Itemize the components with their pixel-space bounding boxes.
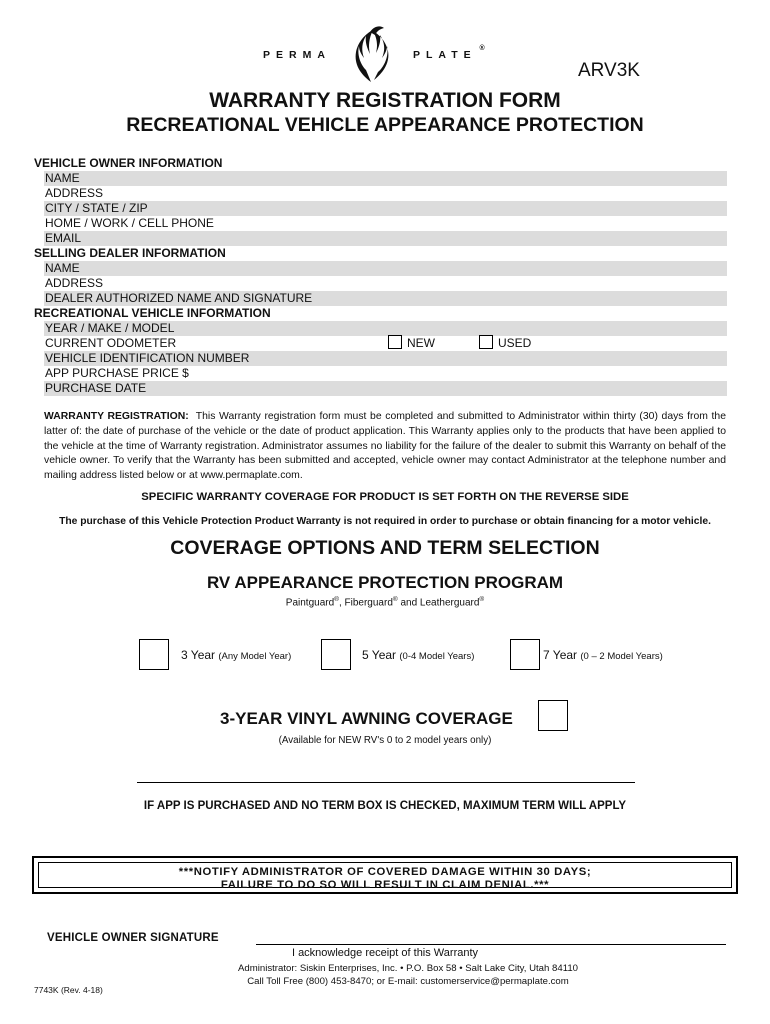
products-and: and: [400, 597, 418, 609]
administrator-address: Administrator: Siskin Enterprises, Inc. • P.O. Box 58 • Salt Lake City, Utah 84110: [238, 963, 578, 974]
logo-registered-mark: ®: [479, 45, 485, 52]
revision-code: 7743K (Rev. 4-18): [34, 985, 103, 995]
term-5-year-detail: (0-4 Model Years): [399, 651, 475, 662]
program-title: RV APPEARANCE PROTECTION PROGRAM: [206, 573, 564, 592]
divider-line: [137, 782, 635, 783]
used-checkbox-label: USED: [498, 336, 532, 350]
new-checkbox[interactable]: [388, 335, 402, 349]
registration-body: This Warranty registration form must be completed and submitted to Administrator within thirty (30) days from the latter of: the date of purchase of the vehicle or the date of product application. This Warranty applies only to the products that have been applied to the vehicle at the time of Warranty registration. Administrator assumes no liability for the failure of the dealer to submit this Warranty on behalf of the vehicle owner. To verify that the Warranty has been submitted and accepted, vehicle owner may contact Administrator at the telephone number and mailing address listed below or at www.permaplate.com.: [44, 411, 726, 482]
used-checkbox[interactable]: [479, 335, 493, 349]
claim-notice-line1: ***NOTIFY ADMINISTRATOR OF COVERED DAMAGE WITHIN 30 DAYS;: [178, 866, 592, 878]
purchase-disclaimer: The purchase of this Vehicle Protection Product Warranty is not required in order to purchase or obtain financing for a motor vehicle.: [59, 516, 711, 527]
vehicle-odometer-field[interactable]: CURRENT ODOMETER: [45, 336, 177, 350]
term-3-year-detail: (Any Model Year): [218, 651, 292, 662]
logo-text-right: [413, 45, 485, 61]
dealer-name-field[interactable]: NAME: [44, 261, 727, 276]
dealer-address-field[interactable]: ADDRESS: [45, 276, 104, 290]
term-7-year-label: [543, 648, 663, 662]
owner-signature-line[interactable]: [256, 944, 726, 945]
term-3-year-text: 3 Year: [181, 648, 216, 662]
owner-phone-field[interactable]: HOME / WORK / CELL PHONE: [45, 216, 214, 230]
claim-notice-text: [39, 866, 731, 891]
form-code: ARV3K: [578, 60, 640, 81]
product-paintguard: Paintguard: [285, 597, 335, 609]
program-products: Paintguard®, Fiberguard® and Leatherguard®: [285, 596, 485, 609]
vehicle-vin-field[interactable]: VEHICLE IDENTIFICATION NUMBER: [44, 351, 727, 366]
product-fiberguard: Fiberguard: [344, 597, 393, 609]
term-7-year-detail: (0 – 2 Model Years): [580, 651, 663, 662]
form-subtitle: RECREATIONAL VEHICLE APPEARANCE PROTECTION: [126, 114, 644, 136]
administrator-info: [0, 962, 770, 988]
administrator-contact: Call Toll Free (800) 453-8470; or E-mail: customerservice@permaplate.com: [247, 976, 569, 987]
acknowledge-text: I acknowledge receipt of this Warranty: [291, 947, 479, 959]
logo-text-right-word: PLATE: [413, 49, 477, 61]
reg-mark: ®: [334, 596, 339, 603]
logo-bird-icon: [340, 24, 402, 84]
awning-checkbox[interactable]: [538, 700, 568, 731]
vehicle-price-field[interactable]: APP PURCHASE PRICE $: [45, 366, 189, 380]
product-leatherguard: Leatherguard: [419, 597, 480, 609]
claim-notice-line2: FAILURE TO DO SO WILL RESULT IN CLAIM DENIAL.***: [220, 878, 550, 891]
term-7-year-text: 7 Year: [543, 648, 578, 662]
term-5-year-checkbox[interactable]: [321, 639, 351, 670]
owner-section-heading: VEHICLE OWNER INFORMATION: [34, 156, 223, 170]
form-title: WARRANTY REGISTRATION FORM: [209, 89, 561, 112]
vehicle-date-field[interactable]: PURCHASE DATE: [44, 381, 727, 396]
reg-mark: ®: [392, 596, 398, 603]
awning-coverage-title: 3-YEAR VINYL AWNING COVERAGE: [220, 709, 513, 728]
max-term-note: IF APP IS PURCHASED AND NO TERM BOX IS CHECKED, MAXIMUM TERM WILL APPLY: [143, 800, 627, 812]
vehicle-ymm-field[interactable]: YEAR / MAKE / MODEL: [44, 321, 727, 336]
awning-note: (Available for NEW RV's 0 to 2 model years only): [278, 735, 492, 746]
term-7-year-checkbox[interactable]: [510, 639, 540, 670]
dealer-section-heading: SELLING DEALER INFORMATION: [34, 246, 226, 260]
claim-notice-box: [32, 856, 738, 894]
registration-paragraph: [44, 410, 726, 484]
owner-name-field[interactable]: NAME: [44, 171, 727, 186]
term-5-year-text: 5 Year: [362, 648, 397, 662]
coverage-title: COVERAGE OPTIONS AND TERM SELECTION: [170, 537, 600, 559]
owner-address-field[interactable]: ADDRESS: [45, 186, 104, 200]
dealer-authorized-field[interactable]: DEALER AUTHORIZED NAME AND SIGNATURE: [44, 291, 727, 306]
new-checkbox-label: NEW: [407, 336, 435, 350]
registration-lead: WARRANTY REGISTRATION:: [44, 411, 189, 422]
owner-email-field[interactable]: EMAIL: [44, 231, 727, 246]
term-3-year-checkbox[interactable]: [139, 639, 169, 670]
owner-signature-label: VEHICLE OWNER SIGNATURE: [47, 932, 219, 944]
term-5-year-label: [362, 648, 474, 662]
owner-city-field[interactable]: CITY / STATE / ZIP: [44, 201, 727, 216]
term-3-year-label: [181, 648, 291, 662]
reg-mark: ®: [479, 596, 485, 603]
logo-text-left: PERMA: [263, 49, 331, 61]
specific-coverage-note: SPECIFIC WARRANTY COVERAGE FOR PRODUCT IS SET FORTH ON THE REVERSE SIDE: [141, 491, 629, 503]
vehicle-section-heading: RECREATIONAL VEHICLE INFORMATION: [34, 306, 271, 320]
claim-notice-inner-border: [38, 862, 732, 891]
